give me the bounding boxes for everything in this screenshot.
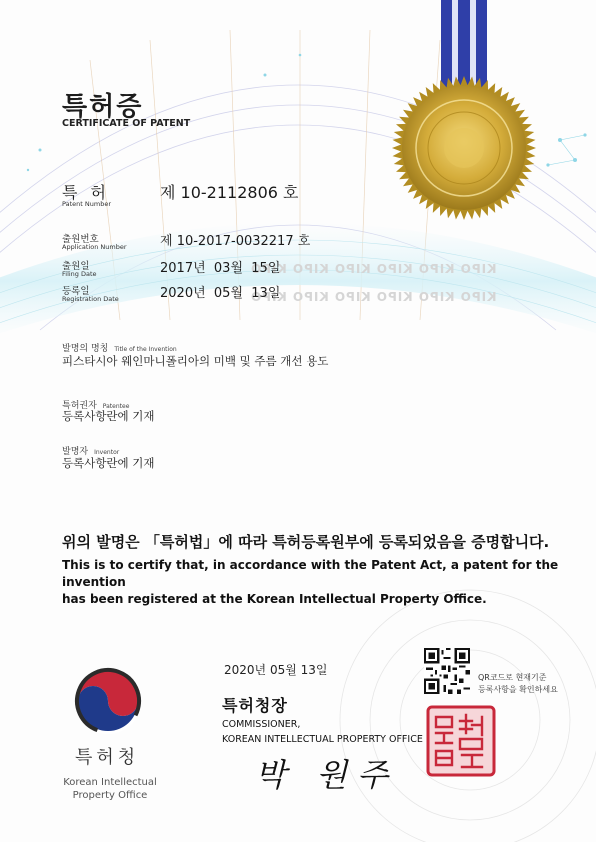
commissioner-title-en-line2: KOREAN INTELLECTUAL PROPERTY OFFICE [222, 734, 423, 745]
patentee-label-en: Patentee [102, 403, 130, 410]
inventor-value: 등록사항란에 기재 [62, 456, 155, 470]
commissioner-title-ko: 특허청장 [222, 696, 288, 715]
org-name-en [55, 776, 165, 802]
commissioner-title-en [222, 717, 423, 747]
org-name-en-line2: Property Office [72, 790, 148, 801]
commissioner-title-en-line1: COMMISSIONER, [222, 719, 301, 730]
certification-statement-ko: 위의 발명은 「특허법」에 따라 특허등록원부에 등록되었음을 증명합니다. [62, 533, 550, 551]
registration-date-value: 2020년 05월 13일 [160, 286, 281, 301]
patent-number-label-en: Patent Number [62, 200, 112, 208]
issue-date: 2020년 05월 13일 [224, 663, 328, 677]
invention-title-value: 피스타시아 웨인마니폴리아의 미백 및 주름 개선 용도 [62, 354, 329, 368]
filing-date-label: 출원일 [62, 261, 90, 272]
document-title: 특허증 [62, 92, 144, 122]
watermark-row-2: KIPO KIPO KIPO KIPO KIPO KIPO [250, 290, 497, 304]
inventor-label-en: Inventor [94, 449, 120, 456]
application-number-label-en: Application Number [62, 243, 127, 251]
patentee-value: 등록사항란에 기재 [62, 409, 155, 423]
application-number-label: 출원번호 [62, 234, 99, 245]
invention-title-label: 발명의 명칭 [62, 344, 109, 354]
gold-seal-decoration [392, 76, 536, 220]
official-red-stamp [426, 705, 496, 777]
certification-statement-en-line2: has been registered at the Korean Intellectual Property Office. [62, 592, 487, 606]
application-number-value: 제 10-2017-0032217 호 [160, 234, 311, 249]
qr-note-line2: 등록사항을 확인하세요 [478, 685, 558, 694]
patent-number-label: 특 허 [62, 183, 110, 202]
inventor-label: 발명자 [62, 447, 89, 457]
filing-date-value: 2017년 03월 15일 [160, 261, 281, 276]
watermark-row-1: KIPO KIPO KIPO KIPO KIPO KIPO [250, 262, 497, 276]
patentee-label: 특허권자 [62, 401, 97, 411]
registration-date-label-en: Registration Date [62, 295, 119, 303]
certification-statement-en-line1: This is to certify that, in accordance with the Patent Act, a patent for the invention [62, 558, 559, 589]
patent-number-value: 제 10-2112806 호 [160, 183, 299, 202]
kipo-logo-icon [72, 665, 144, 737]
org-name-en-line1: Korean Intellectual [63, 777, 157, 788]
invention-title-label-en: Title of the Invention [114, 346, 177, 353]
qr-code-icon[interactable] [424, 648, 470, 694]
qr-note-line1: QR코드로 현재기준 [478, 673, 547, 682]
commissioner-signature: 박 원주 [255, 756, 398, 794]
registration-date-label: 등록일 [62, 286, 90, 297]
org-name-ko: 특허청 [75, 747, 140, 768]
certification-statement-en [62, 557, 572, 608]
filing-date-label-en: Filing Date [62, 270, 97, 278]
document-subtitle: CERTIFICATE OF PATENT [62, 118, 191, 129]
qr-note [478, 672, 558, 696]
